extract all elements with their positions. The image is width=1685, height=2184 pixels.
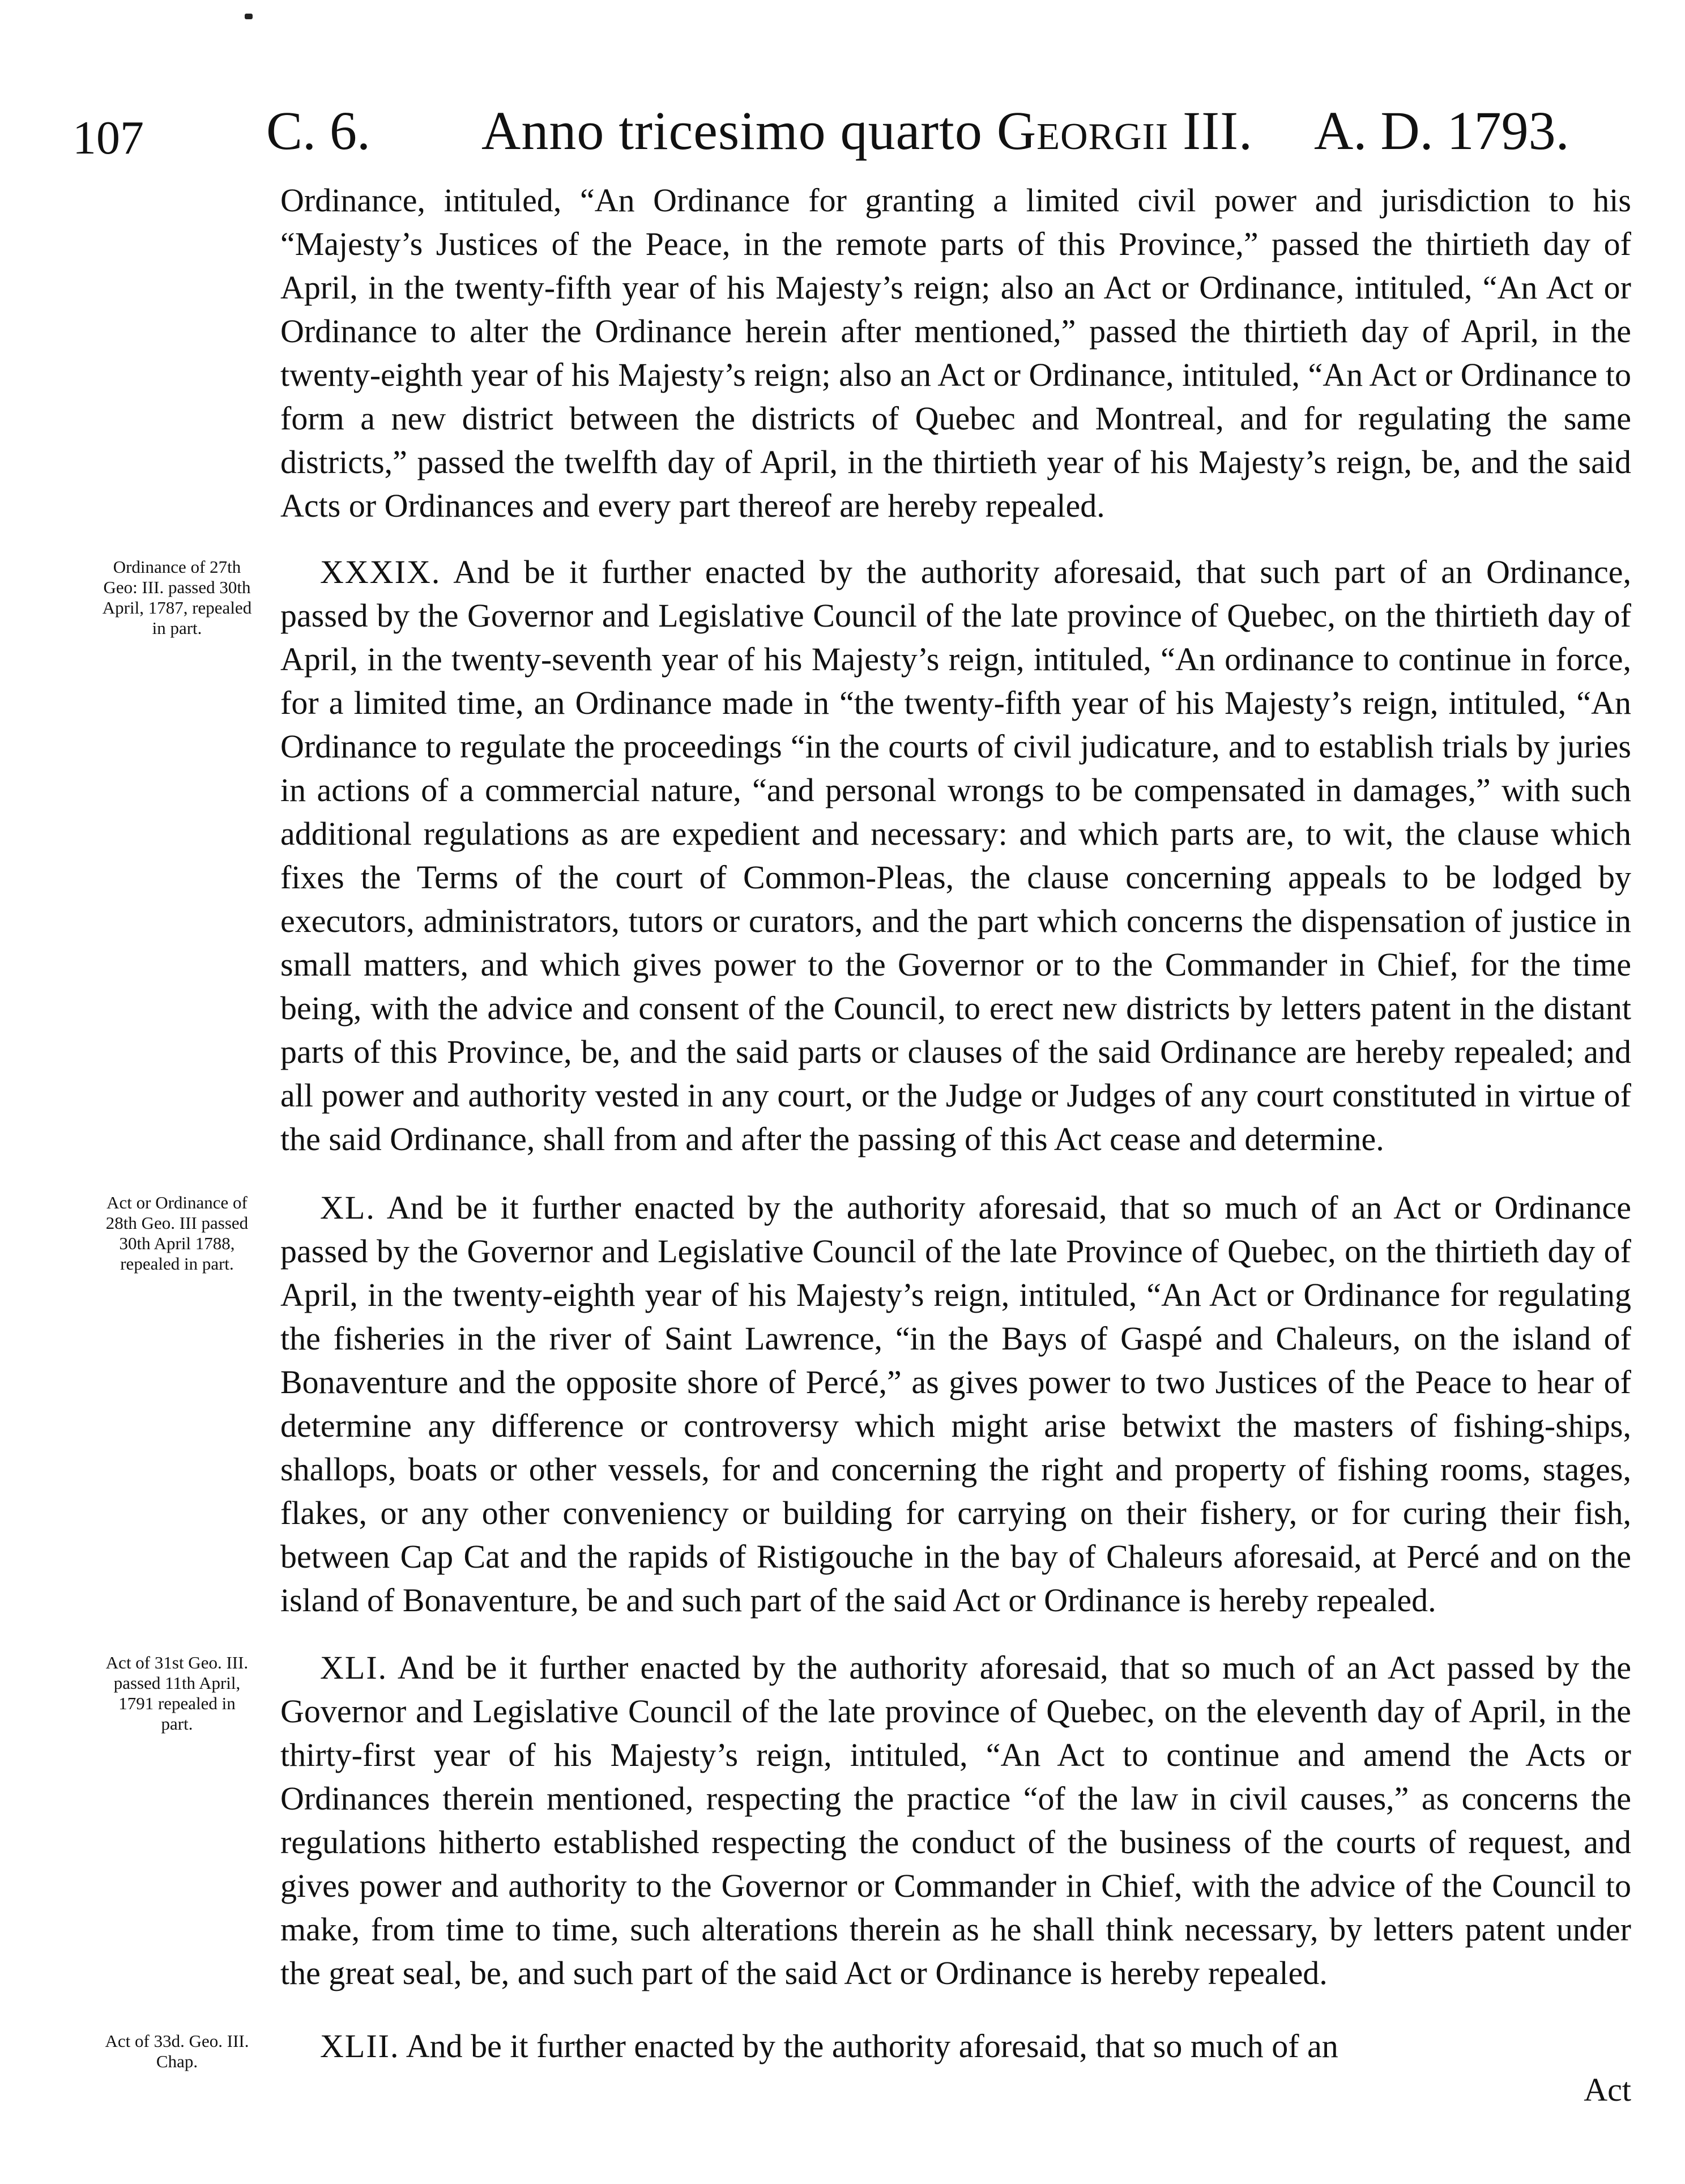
section-number: XL. (320, 1189, 376, 1226)
margin-note: Act of 31st Geo. III. passed 11th April, 1791 repealed in part. (105, 1653, 249, 1734)
section-xxxix (102, 550, 1631, 1161)
catchword: Act (1584, 2071, 1631, 2108)
regnal-year-king: Georgii III. (996, 100, 1253, 161)
section-paragraph (280, 2024, 1631, 2068)
section-xli (105, 1646, 1631, 1995)
section-continuation (280, 178, 1631, 527)
margin-note: Ordinance of 27th Geo: III. passed 30th April, 1787, repealed in part. (102, 557, 252, 638)
section-number: XLI. (320, 1649, 388, 1686)
page-header (0, 93, 1685, 178)
margin-note: Act of 33d. Geo. III. Chap. (105, 2031, 249, 2071)
section-text: Ordinance, intituled, “An Ordinance for granting a limited civil power and jurisdiction to his “Majesty’s Justices of the Peace, in the remote parts of this Province,” passed the thirtieth day of April, in the twenty-fifth year of his Majesty’s reign; also an Act or Ordinance, intituled, “An Act or Ordinance to alter the Ordinance herein after mentioned,” passed the thirtieth day of April, in the twenty-eighth year of his Majesty’s reign; also an Act or Ordinance, intituled, “An Act or Ordinance to form a new district between the districts of Quebec and Montreal, and for regulating the same districts,” passed the twelfth day of April, in the thirtieth year of his Majesty’s reign, be, and the said Acts or Ordinances and every part thereof are hereby repealed. (280, 182, 1631, 524)
print-speck (245, 14, 253, 19)
regnal-year-prefix: Anno tricesimo quarto (481, 100, 983, 161)
chapter-number: C. 6. (266, 100, 371, 161)
page-body (102, 178, 1631, 2111)
page-number: 107 (72, 112, 144, 164)
section-text: And be it further enacted by the authority aforesaid, that so much of an (406, 2028, 1338, 2064)
section-paragraph (280, 550, 1631, 1161)
regnal-year (481, 99, 1253, 162)
section-xlii (105, 2024, 1631, 2111)
section-number: XXXIX. (320, 554, 441, 590)
section-xl (105, 1186, 1631, 1622)
year-of-our-lord: A. D. 1793. (1314, 100, 1569, 161)
margin-note: Act or Ordinance of 28th Geo. III passed 30th April 1788, repealed in part. (105, 1193, 249, 1274)
section-text: And be it further enacted by the authority aforesaid, that so much of an Act or Ordinance passed by the Governor and Legislative Council of the late Province of Quebec, on the thirtieth day of April, in the twenty-eighth year of his Majesty’s reign, intituled, “An Act or Ordinance for regulating the fisheries in the river of Saint Lawrence, “in the Bays of Gaspé and Chaleurs, on the island of Bonaventure and the opposite shore of Percé,” as gives power to two Justices of the Peace to hear of determine any difference or controversy which might arise betwixt the masters of fishing-ships, shallops, boats or other vessels, for and concerning the right and property of fishing rooms, stages, flakes, or any other conveniency or building for carrying on their fishery, or for curing their fish, between Cap Cat and the rapids of Ristigouche in the bay of Chaleurs aforesaid, at Percé and on the island of Bonaventure, be and such part of the said Act or Ordinance is hereby repealed. (280, 1189, 1631, 1619)
section-text: And be it further enacted by the authority aforesaid, that such part of an Ordinance, passed by the Governor and Legislative Council of the late province of Quebec, on the thirtieth day of April, in the twenty-seventh year of his Majesty’s reign, intituled, “An ordinance to continue in force, for a limited time, an Ordinance made in “the twenty-fifth year of his Majesty’s reign, intituled, “An Ordinance to regulate the proceedings “in the courts of civil judicature, and to establish trials by juries in actions of a commercial nature, “and personal wrongs to be compensated in damages,” with such additional regulations as are expedient and necessary: and which parts are, to wit, the clause which fixes the Terms of the court of Common-Pleas, the clause concerning appeals to be lodged by executors, administrators, tutors or curators, and the part which concerns the dispensation of justice in small matters, and which gives power to the Governor or to the Commander in Chief, for the time being, with the advice and consent of the Council, to erect new districts by letters patent in the distant parts of this Province, be, and the said parts or clauses of the said Ordinance are hereby repealed; and all power and authority vested in any court, or the Judge or Judges of any court constituted in virtue of the said Ordinance, shall from and after the passing of this Act cease and determine. (280, 554, 1631, 1157)
section-number: XLII. (320, 2028, 400, 2064)
section-paragraph (280, 1186, 1631, 1622)
section-paragraph (280, 1646, 1631, 1995)
section-text: And be it further enacted by the authority aforesaid, that so much of an Act passed by the Governor and Legislative Council of the late province of Quebec, on the eleventh day of April, in the thirty-first year of his Majesty’s reign, intituled, “An Act to continue and amend the Acts or Ordinances therein mentioned, respecting the practice “of the law in civil causes,” as concerns the regulations hitherto established respecting the conduct of the business of the courts of request, and gives power and authority to the Governor or Commander in Chief, with the advice of the Council to make, from time to time, such alterations therein as he shall think necessary, by letters patent under the great seal, be, and such part of the said Act or Ordinance is hereby repealed. (280, 1649, 1631, 1991)
